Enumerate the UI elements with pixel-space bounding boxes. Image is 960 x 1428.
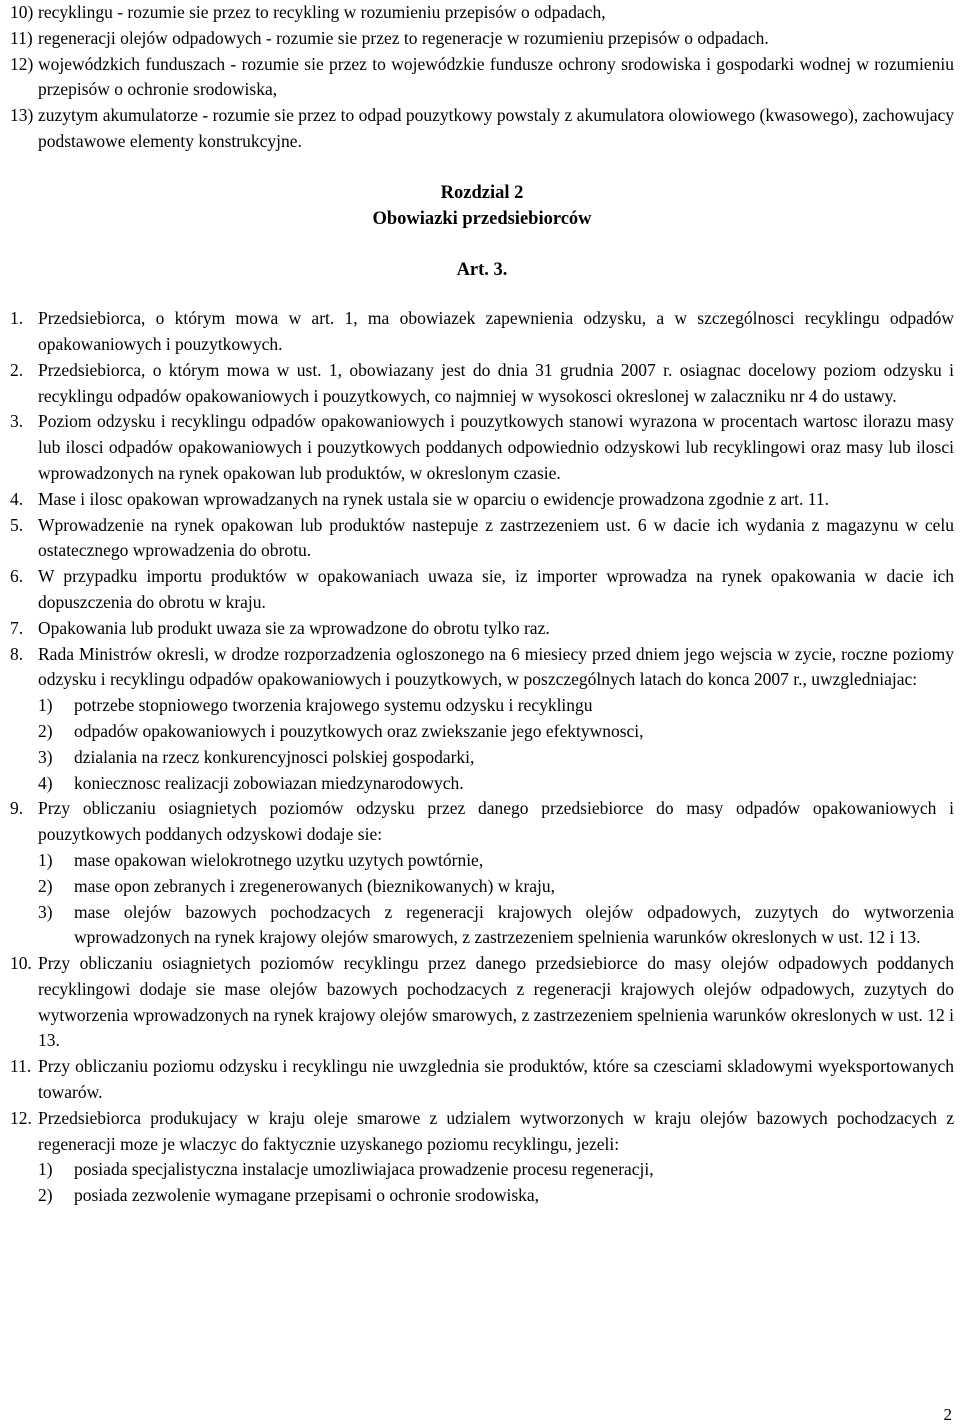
paragraph-number: 9. <box>10 798 24 819</box>
paragraph-number: 6. <box>10 566 24 587</box>
paragraph-text: Wprowadzenie na rynek opakowan lub produktów nastepuje z zastrzezeniem ust. 6 w dacie ich wydania z magazynu w celu ostatecznego wprowadzenia do obrotu. <box>38 514 954 561</box>
definition-text: wojewódzkich funduszach - rozumie sie przez to wojewódzkie fundusze ochrony srodowiska i gospodarki wodnej w rozumieniu przepisów o ochronie srodowiska, <box>38 53 954 100</box>
paragraph-text: Przedsiebiorca, o którym mowa w art. 1, ma obowiazek zapewnienia odzysku, a w szczególnosci recyklingu odpadów opakowaniowych i pouzytkowych. <box>38 308 954 354</box>
paragraph-12-item-2 <box>10 1183 954 1209</box>
list-item-text: posiada zezwolenie wymagane przepisami o ochronie srodowiska, <box>74 1185 540 1206</box>
list-item-number: 3) <box>38 746 53 767</box>
list-item-number: 1) <box>38 1159 53 1180</box>
document-body <box>10 0 954 1209</box>
paragraph-4 <box>10 487 954 513</box>
paragraph-text: Przy obliczaniu poziomu odzysku i recyklingu nie uwzglednia sie produktów, które sa czesciami skladowymi wyeksportowanych towarów. <box>38 1056 954 1103</box>
chapter-title: Rozdzial 2 <box>440 182 524 203</box>
paragraph-text: Poziom odzysku i recyklingu odpadów opakowaniowych i pouzytkowych stanowi wyrazona w procentach wartosc ilorazu masy lub ilosci odpadów opakowaniowych i pouzytkowych poddanych odpowiednio odzyskowi lub recyklingowi oraz masy lub ilosci wprowadzonych na rynek opakowan lub produktów, w okreslonym czasie. <box>38 411 954 483</box>
definition-item-13 <box>10 103 954 155</box>
paragraph-8-item-3 <box>10 745 954 771</box>
definition-item-10 <box>10 0 954 26</box>
paragraph-2 <box>10 358 954 410</box>
paragraph-number: 8. <box>10 643 24 664</box>
definition-number: 12) <box>10 53 34 74</box>
paragraph-number: 11. <box>10 1056 32 1077</box>
paragraph-text: Rada Ministrów okresli, w drodze rozporzadzenia ogloszonego na 6 miesiecy przed dniem jego wejscia w zycie, roczne poziomy odzysku i recyklingu odpadów opakowaniowych i pouzytkowych, w poszczególnych latach do konca 2007 r., uwzgledniajac: <box>38 643 954 690</box>
paragraph-9-item-1 <box>10 848 954 874</box>
paragraph-9-item-2 <box>10 874 954 900</box>
list-item-text: koniecznosc realizacji zobowiazan miedzynarodowych. <box>74 772 464 793</box>
paragraph-text: W przypadku importu produktów w opakowaniach uwaza sie, iz importer wprowadza na rynek opakowania w dacie ich dopuszczenia do obrotu w kraju. <box>38 566 954 612</box>
paragraph-8-item-1 <box>10 693 954 719</box>
definition-number: 10) <box>10 2 34 22</box>
paragraph-text: Przedsiebiorca, o którym mowa w ust. 1, obowiazany jest do dnia 31 grudnia 2007 r. osiagnac docelowy poziom odzysku i recyklingu odpadów opakowaniowych i pouzytkowych, co najmniej w wysokosci okreslonej w zalaczniku nr 4 do ustawy. <box>38 359 954 406</box>
paragraph-text: Opakowania lub produkt uwaza sie za wprowadzone do obrotu tylko raz. <box>38 617 550 638</box>
list-item-text: dzialania na rzecz konkurencyjnosci polskiej gospodarki, <box>74 746 475 767</box>
article-heading: Art. 3. <box>456 260 508 281</box>
chapter-subtitle: Obowiazki przedsiebiorców <box>372 208 592 229</box>
paragraph-3 <box>10 409 954 486</box>
list-item-text: mase opakowan wielokrotnego uzytku uzytych powtórnie, <box>74 849 484 870</box>
list-item-text: posiada specjalistyczna instalacje umozliwiajaca prowadzenie procesu regeneracji, <box>74 1159 654 1180</box>
paragraph-number: 3. <box>10 411 24 432</box>
definition-text: recyklingu - rozumie sie przez to recykling w rozumieniu przepisów o odpadach, <box>38 2 606 22</box>
definition-number: 11) <box>10 27 33 48</box>
definition-item-12 <box>10 52 954 104</box>
list-item-number: 1) <box>38 849 53 870</box>
list-item-number: 1) <box>38 695 53 716</box>
list-item-text: mase opon zebranych i zregenerowanych (bieznikowanych) w kraju, <box>74 875 556 896</box>
paragraph-number: 12. <box>10 1107 32 1128</box>
list-item-number: 2) <box>38 875 53 896</box>
paragraph-text: Mase i ilosc opakowan wprowadzanych na rynek ustala sie w oparciu o ewidencje prowadzona zgodnie z art. 11. <box>38 488 829 509</box>
list-item-number: 3) <box>38 901 53 922</box>
paragraph-text: Przedsiebiorca produkujacy w kraju oleje smarowe z udzialem wytworzonych w kraju olejów bazowych pochodzacych z regeneracji moze je wlaczyc do faktycznie uzyskanego poziomu recyklingu, jezeli: <box>38 1107 954 1154</box>
paragraph-8-item-2 <box>10 719 954 745</box>
paragraph-5 <box>10 513 954 565</box>
list-item-number: 2) <box>38 1185 53 1206</box>
paragraph-10 <box>10 951 954 1054</box>
paragraph-9 <box>10 796 954 848</box>
paragraph-11 <box>10 1054 954 1106</box>
paragraph-8 <box>10 642 954 694</box>
paragraph-8-item-4 <box>10 771 954 797</box>
definition-item-11 <box>10 26 954 52</box>
paragraph-number: 1. <box>10 308 24 329</box>
paragraph-12-item-1 <box>10 1157 954 1183</box>
definition-text: regeneracji olejów odpadowych - rozumie sie przez to regeneracje w rozumieniu przepisów o odpadach. <box>38 27 769 48</box>
list-item-text: mase olejów bazowych pochodzacych z regeneracji krajowych olejów odpadowych, zuzytych do wytworzenia wprowadzonych na rynek krajowy olejów smarowych, z zastrzezeniem spelnienia warunków okreslonych w ust. 12 i 13. <box>74 901 954 948</box>
paragraph-9-item-3 <box>10 900 954 952</box>
paragraph-6 <box>10 564 954 616</box>
paragraph-1 <box>10 306 954 358</box>
paragraph-12 <box>10 1106 954 1158</box>
paragraph-number: 7. <box>10 617 24 638</box>
definition-number: 13) <box>10 105 34 126</box>
list-item-text: odpadów opakowaniowych i pouzytkowych oraz zwiekszanie jego efektywnosci, <box>74 720 644 741</box>
list-item-number: 2) <box>38 720 53 741</box>
list-item-number: 4) <box>38 772 53 793</box>
page-number: 2 <box>943 1405 952 1424</box>
paragraph-text: Przy obliczaniu osiagnietych poziomów recyklingu przez danego przedsiebiorce do masy olejów odpadowych poddanych recyklingowi dodaje sie mase olejów bazowych pochodzacych z regeneracji krajowych olejów odpadowych, zuzytych do wytworzenia wprowadzonych na rynek krajowy olejów smarowych, z zastrzezeniem spelnienia warunków okreslonych w ust. 12 i 13. <box>38 953 954 1051</box>
paragraph-7 <box>10 616 954 642</box>
paragraph-text: Przy obliczaniu osiagnietych poziomów odzysku przez danego przedsiebiorce do masy odpadów opakowaniowych i pouzytkowych poddanych odzyskowi dodaje sie: <box>38 798 954 845</box>
definition-text: zuzytym akumulatorze - rozumie sie przez to odpad pouzytkowy powstaly z akumulatora olowiowego (kwasowego), zachowujacy podstawowe elementy konstrukcyjne. <box>38 105 954 151</box>
paragraph-number: 2. <box>10 359 24 380</box>
list-item-text: potrzebe stopniowego tworzenia krajowego systemu odzysku i recyklingu <box>74 695 593 716</box>
paragraph-number: 4. <box>10 488 24 509</box>
paragraph-number: 5. <box>10 514 24 535</box>
paragraph-number: 10. <box>10 953 32 974</box>
